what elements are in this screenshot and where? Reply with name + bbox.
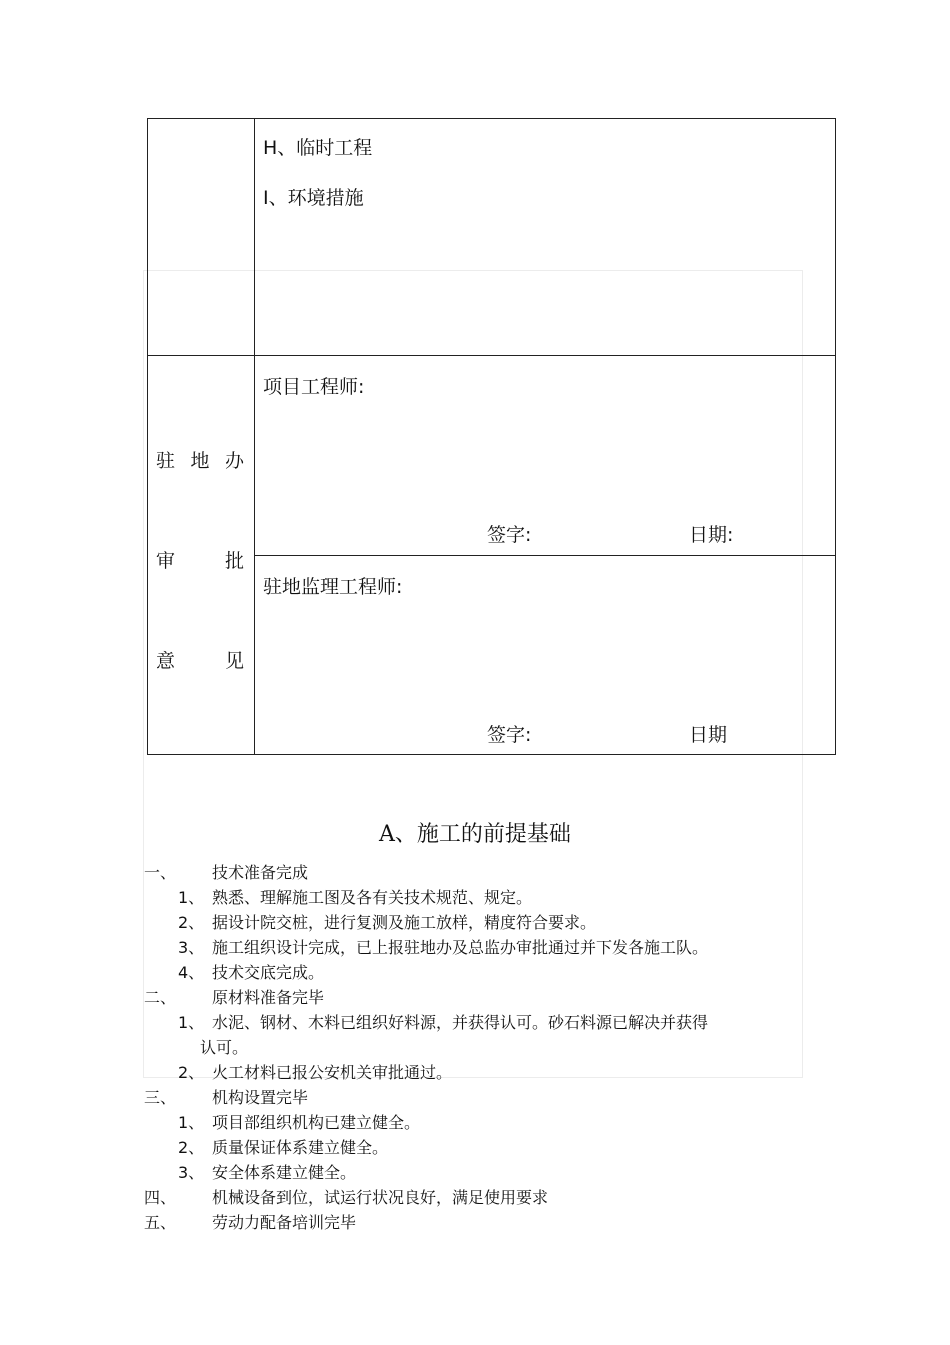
group-2-item-1-continuation: 认可。 <box>200 1038 249 1057</box>
group-1-item-1-text: 熟悉、理解施工图及各有关技术规范、规定。 <box>212 888 533 907</box>
label-line-3: 意 见 <box>156 650 244 672</box>
resident-supervisor-sign-label: 签字: <box>487 723 532 746</box>
group-1-item-2-num: 2、 <box>178 913 205 932</box>
group-3-num: 三、 <box>144 1088 177 1107</box>
project-engineer-title: 项目工程师: <box>263 376 365 398</box>
group-1-item-1-num: 1、 <box>178 888 205 907</box>
temp-works-line: H、临时工程 <box>263 137 373 159</box>
approval-opinion-label-cell <box>148 356 255 755</box>
group-1-item-2-text: 据设计院交桩，进行复测及施工放样，精度符合要求。 <box>212 913 597 932</box>
approval-form-table <box>147 118 836 755</box>
form-row1-label-cell <box>148 119 255 356</box>
group-3-item-1-text: 项目部组织机构已建立健全。 <box>212 1113 421 1132</box>
resident-supervisor-title: 驻地监理工程师: <box>263 575 403 598</box>
group-1-num: 一、 <box>144 863 177 882</box>
resident-supervisor-cell <box>255 555 836 755</box>
group-5-num: 五、 <box>144 1213 177 1232</box>
group-2-item-2-text: 火工材料已报公安机关审批通过。 <box>212 1063 453 1082</box>
group-1-item-4-num: 4、 <box>178 963 205 982</box>
group-3-item-3-num: 3、 <box>178 1163 205 1182</box>
group-2-item-1-num: 1、 <box>178 1013 205 1032</box>
resident-supervisor-date-label: 日期 <box>689 723 728 746</box>
group-5-title: 劳动力配备培训完毕 <box>212 1213 357 1232</box>
group-3-item-1-num: 1、 <box>178 1113 205 1132</box>
group-4-title: 机械设备到位，试运行状况良好，满足使用要求 <box>212 1188 549 1207</box>
form-row-project-engineer <box>148 356 836 556</box>
project-engineer-date-label: 日期: <box>689 524 734 546</box>
group-1-item-3-num: 3、 <box>178 938 205 957</box>
group-1-item-4-text: 技术交底完成。 <box>212 963 325 982</box>
group-2-item-2-num: 2、 <box>178 1063 205 1082</box>
project-engineer-cell <box>255 356 836 556</box>
group-3-item-2-text: 质量保证体系建立健全。 <box>212 1138 389 1157</box>
group-3-item-2-num: 2、 <box>178 1138 205 1157</box>
group-4-num: 四、 <box>144 1188 177 1207</box>
environment-measures-line: I、环境措施 <box>263 187 364 209</box>
section-heading: A、施工的前提基础 <box>379 822 571 847</box>
group-3-title: 机构设置完毕 <box>212 1088 309 1107</box>
group-1-title: 技术准备完成 <box>212 863 309 882</box>
project-engineer-sign-label: 签字: <box>487 524 532 546</box>
approval-opinion-label <box>148 356 254 754</box>
form-row1-content-cell <box>255 119 836 356</box>
form-row-temp-works <box>148 119 836 356</box>
group-2-num: 二、 <box>144 988 177 1007</box>
group-2-title: 原材料准备完毕 <box>212 988 325 1007</box>
label-line-2: 审 批 <box>156 550 244 572</box>
label-line-1: 驻 地 办 <box>156 450 244 472</box>
group-2-item-1-text: 水泥、钢材、木料已组织好料源，并获得认可。砂石料源已解决并获得 <box>212 1013 709 1032</box>
group-3-item-3-text: 安全体系建立健全。 <box>212 1163 357 1182</box>
group-1-item-3-text: 施工组织设计完成，已上报驻地办及总监办审批通过并下发各施工队。 <box>212 938 709 957</box>
